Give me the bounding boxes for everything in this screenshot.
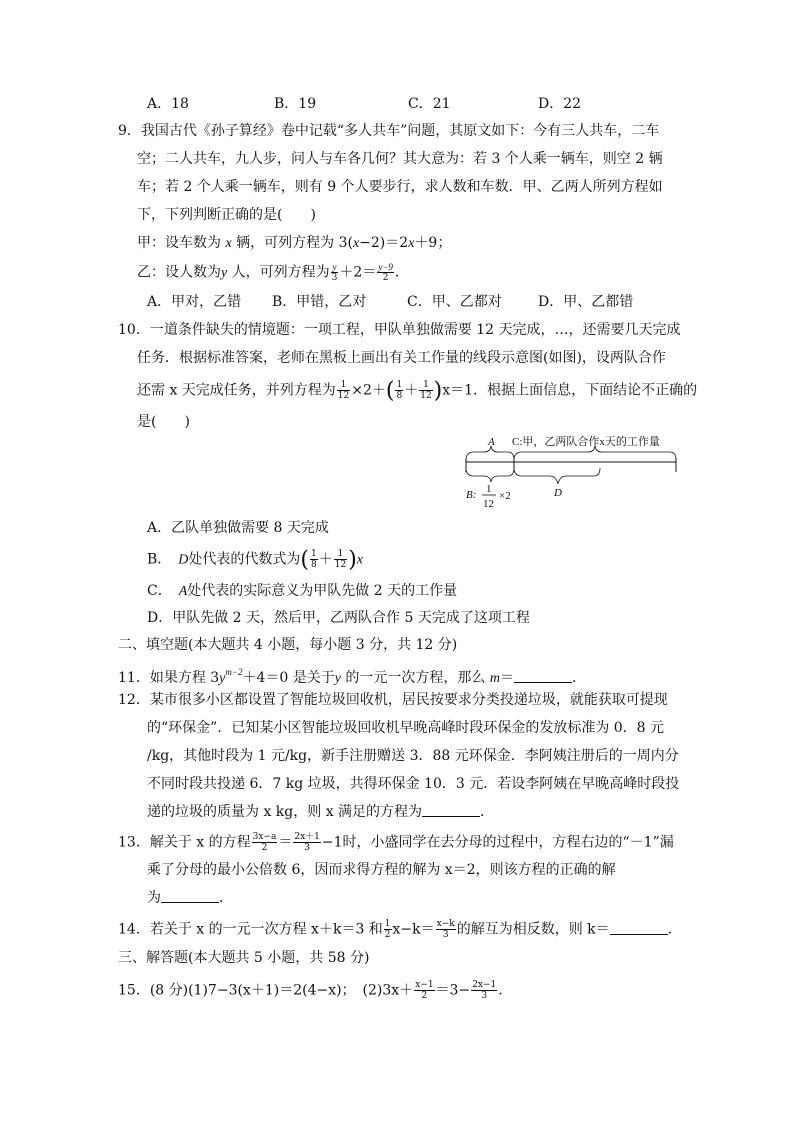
- q9-line3: 车；若 2 个人乘一辆车，则有 9 个人要步行，求人数和车数．甲、乙两人所列方程如: [137, 179, 663, 195]
- q13-line1: 13．解关于 x 的方程 $\frac{3x-a}{2}$ ＝ $\frac{2x+1}{3}$ −1时，小盛同学在去分母的过程中，方程右边的“－1”漏: [118, 832, 674, 853]
- q9-option-a: A．甲对，乙错: [147, 294, 242, 310]
- q11-answer-blank: [514, 670, 572, 683]
- q14: 14．若关于 x 的一元一次方程 x＋k＝3 和 $\frac{1}{2}$ x−k＝ $\frac{x-k}{3}$ 的解互为相反数，则 k＝ ．: [118, 919, 682, 940]
- q13-answer-blank: [161, 890, 219, 903]
- diagram-label-a: A: [488, 436, 495, 448]
- q13-line2: 乘了分母的最小公倍数 6，因而求得方程的解为 x＝2，则该方程的正确的解: [147, 862, 616, 878]
- q14-answer-blank: [610, 922, 668, 935]
- q10-line4: 是( ): [137, 414, 190, 430]
- work-segment-diagram: [462, 432, 692, 516]
- q8-option-a: A．18: [147, 96, 189, 112]
- q9-line4: 下，下列判断正确的是( ): [137, 207, 316, 223]
- diagram-b-frac-d: 12: [483, 498, 494, 510]
- q11: 11．如果方程 $3y^{m-2}+4=0$ 是关于y 的一元一次方程，那么 m＝ ．: [118, 667, 586, 686]
- q9-option-c: C．甲、乙都对: [407, 294, 502, 310]
- q9-frac-y3: $\frac{y}{3}$: [331, 262, 338, 283]
- q9-line2: 空；二人共车，九人步，问人与车各几何？其大意为：若 3 个人乘一辆车，则空 2 辆: [137, 151, 663, 167]
- q13-line3: 为 ．: [147, 890, 233, 906]
- q10-line1: 10．一道条件缺失的情境题：一项工程，甲队单独做需要 12 天完成，…，还需要几天完成: [118, 322, 681, 338]
- q9-option-d: D．甲、乙都错: [538, 294, 634, 310]
- q10-line3: 还需 x 天完成任务，并列方程为 $\frac{1}{12}$ ×2＋( $\frac{1}{8}$ ＋ $\frac{1}{12}$ )x＝1．根据上面信息，下面结论不正确的: [137, 378, 698, 404]
- diagram-label-b: B:: [466, 489, 477, 501]
- q10-option-a: A．乙队单独做需要 8 天完成: [147, 520, 329, 536]
- q15: 15．(8 分)(1)7−3(x＋1)＝2(4−x)； (2)3x＋ $\frac{x-1}{2}$ ＝3− $\frac{2x-1}{3}$ ．: [118, 980, 513, 1001]
- section-2-heading: 二、填空题(本大题共 4 小题，每小题 3 分，共 12 分): [118, 637, 458, 653]
- q8-option-d: D．22: [538, 96, 582, 112]
- diagram-b-times: ×2: [499, 490, 511, 502]
- q12-line4: 不同时段共投递 6．7 kg 垃圾，共得环保金 10．3 元．若设李阿姨在早晚高峰时段投: [147, 776, 680, 792]
- diagram-label-d: D: [554, 487, 562, 499]
- q12-line5: 递的垃圾的质量为 x kg，则 x 满足的方程为 ．: [147, 804, 495, 820]
- q9-option-b: B．甲错，乙对: [272, 294, 367, 310]
- q12-answer-blank: [422, 804, 480, 817]
- diagram-b-frac-n: 1: [486, 483, 492, 495]
- q10-option-b: B． D处代表的代数式为( $\frac{1}{8}$ ＋ $\frac{1}{12}$ )x: [147, 547, 364, 573]
- q12-line1: 12．某市很多小区都设置了智能垃圾回收机，居民按要求分类投递垃圾，就能获取可提现: [118, 692, 668, 708]
- diagram-label-c: C:甲，乙两队合作x天的工作量: [512, 436, 660, 448]
- q10-option-d: D．甲队先做 2 天，然后甲，乙两队合作 5 天完成了这项工程: [147, 610, 530, 626]
- q10-option-c: C． A处代表的实际意义为甲队先做 2 天的工作量: [147, 583, 458, 599]
- q12-line2: 的“环保金”．已知某小区智能垃圾回收机早晚高峰时段环保金的发放标准为 0．8 元: [147, 720, 665, 736]
- q8-option-c: C．21: [408, 96, 451, 112]
- q9-line1: 9．我国古代《孙子算经》卷中记载“多人共车”问题，其原文如下：今有三人共车，二车: [118, 123, 660, 139]
- q9-frac-y92: $\frac{y-9}{2}$: [378, 262, 393, 283]
- q10-line2: 任务．根据标准答案，老师在黑板上画出有关工作量的线段示意图(如图)，设两队合作: [137, 350, 666, 366]
- q9-yi: 乙：设人数为y 人，可列方程为 $\frac{y}{3}$ ＋2＝ $\frac{y-9}{2}$ ．: [137, 262, 409, 283]
- q12-line3: /kg，其他时段为 1 元/kg，新手注册赠送 3．88 元环保金．李阿姨注册后的一周内分: [147, 748, 679, 764]
- q9-jia: 甲：设车数为 x 辆，可列方程为 3(x−2)＝2x＋9；: [137, 235, 452, 251]
- q8-option-b: B．19: [274, 96, 317, 112]
- section-3-heading: 三、解答题(本大题共 5 小题，共 58 分): [118, 950, 370, 966]
